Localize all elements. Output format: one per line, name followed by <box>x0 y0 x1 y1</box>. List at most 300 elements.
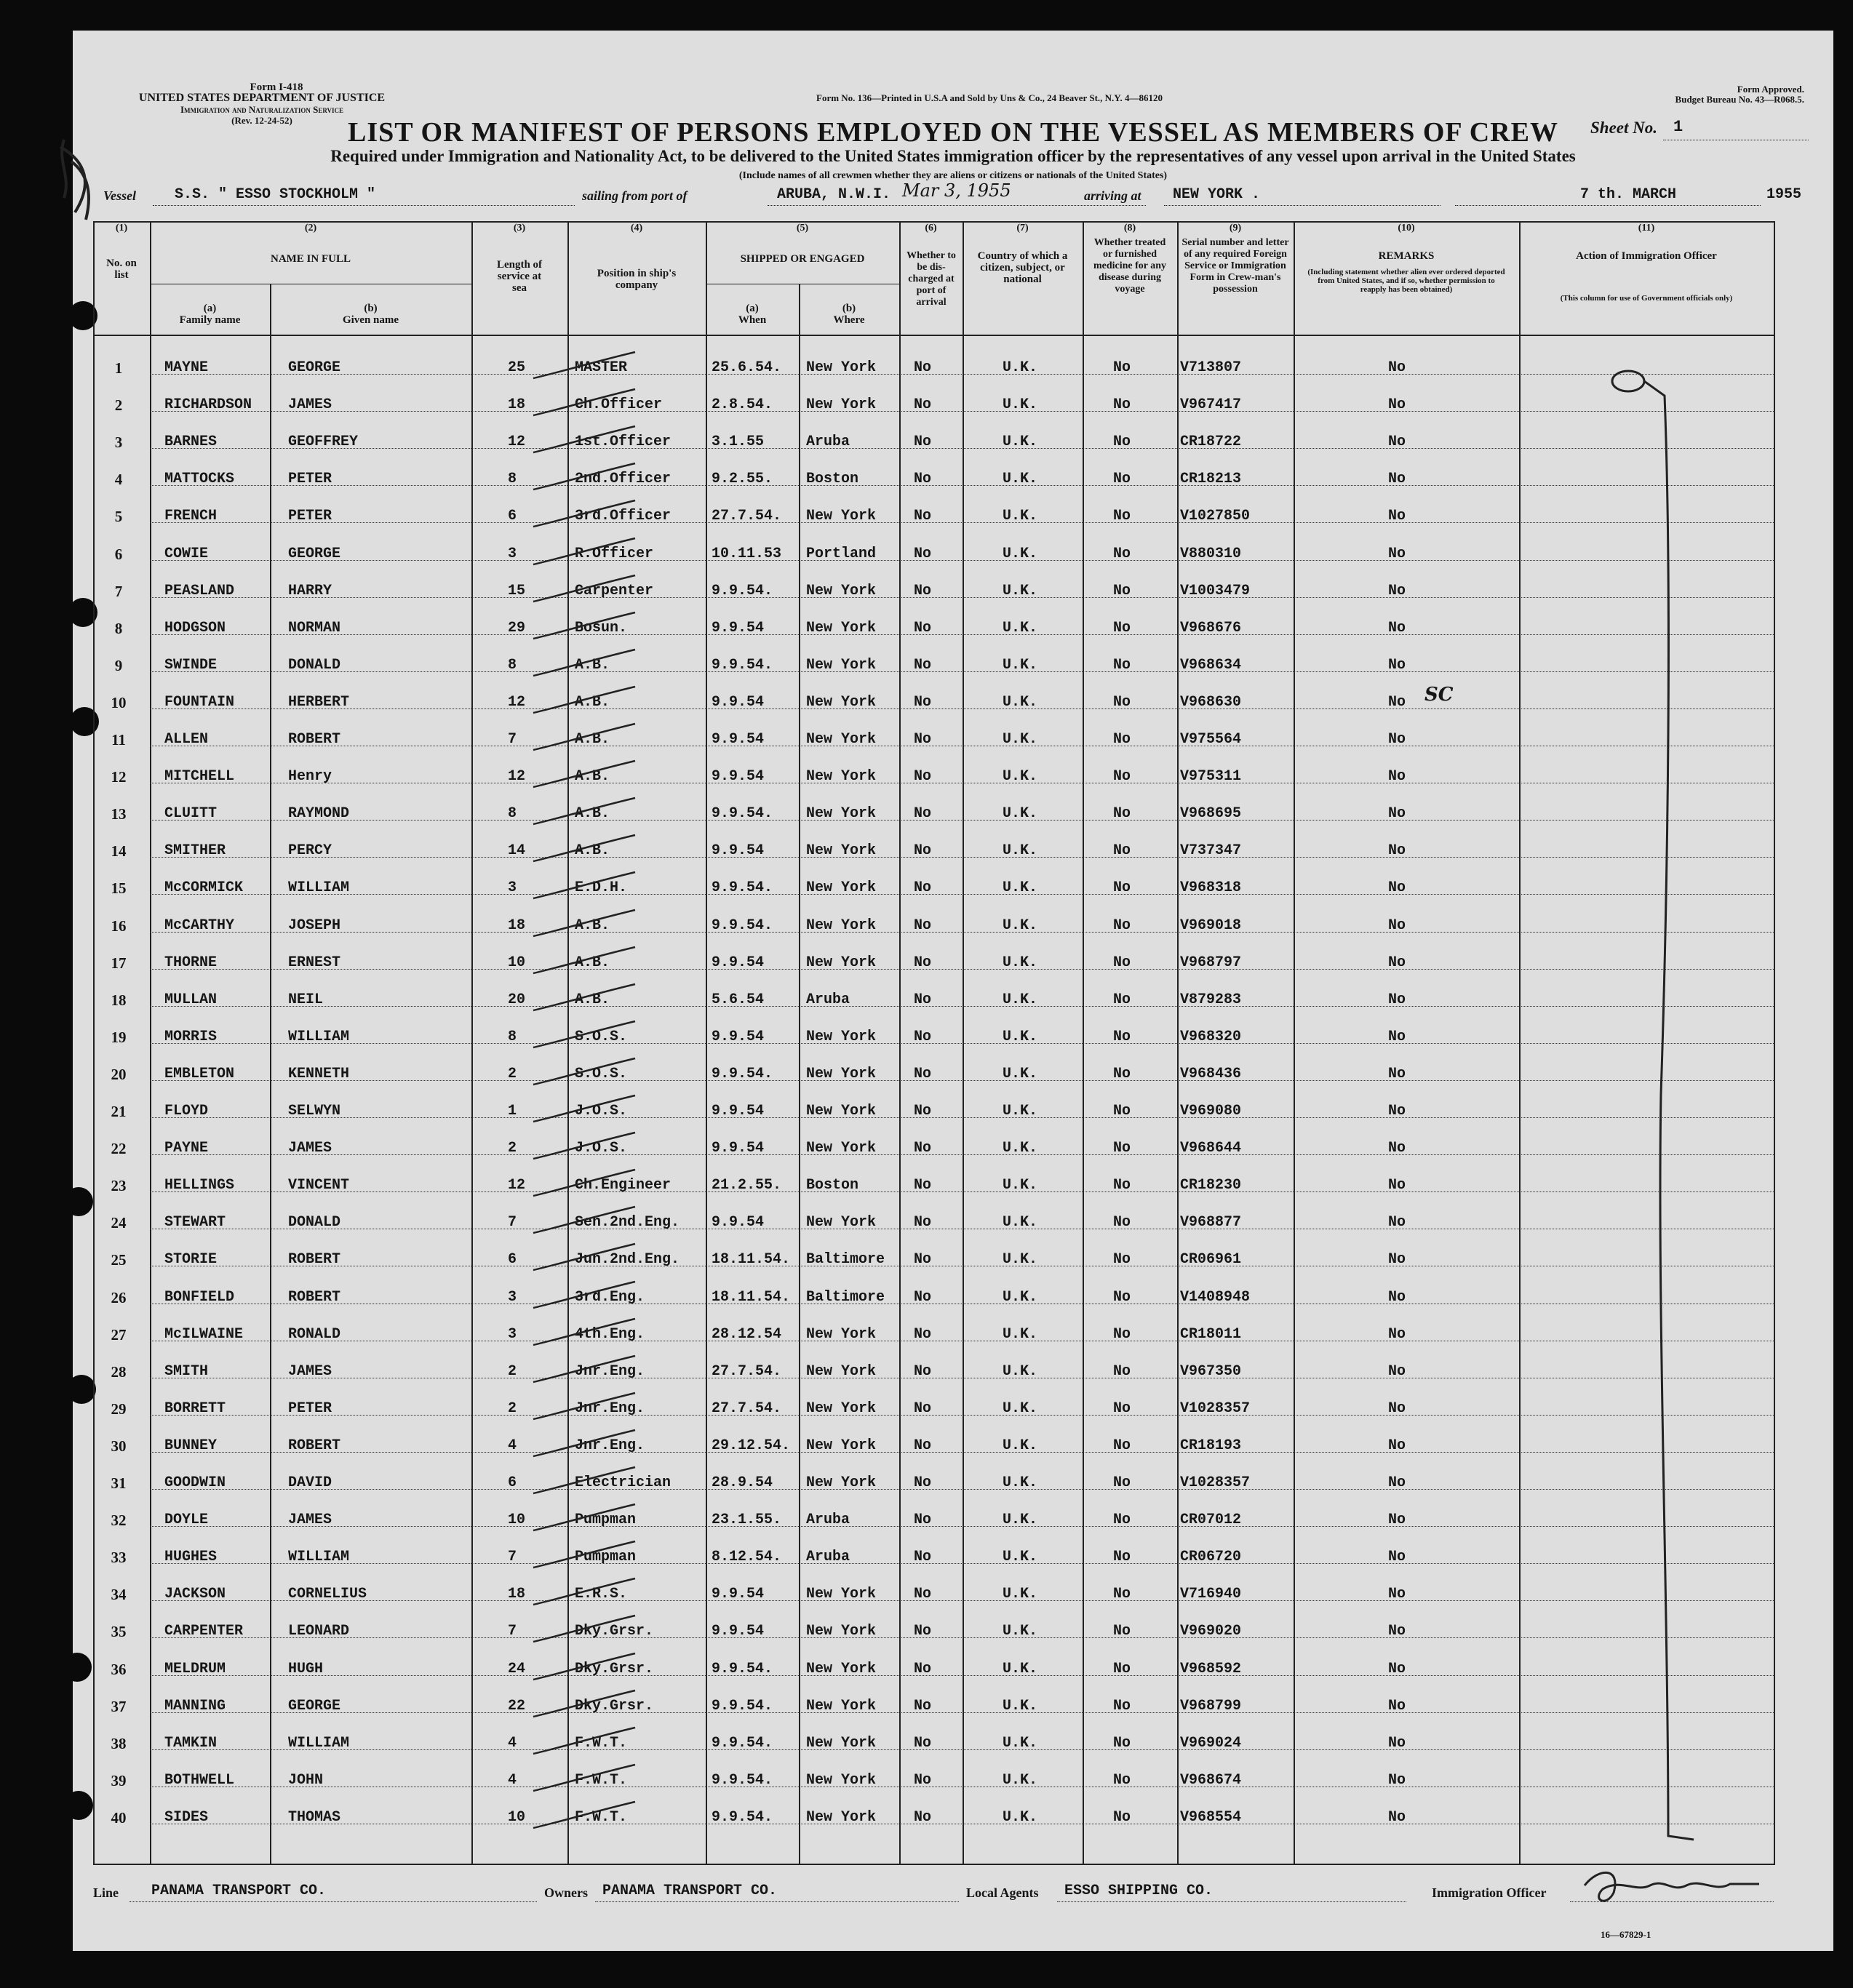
country: U.K. <box>1003 1251 1038 1269</box>
length-of-service: 2 <box>508 1140 517 1157</box>
serial-number: V968320 <box>1180 1028 1242 1045</box>
binder-hole <box>64 1791 93 1820</box>
position: J.O.S. <box>575 1103 628 1119</box>
serial-number: V1028357 <box>1180 1400 1251 1417</box>
shipped-when: 9.9.54. <box>712 879 773 897</box>
owners-label: Owners <box>544 1885 588 1900</box>
country: U.K. <box>1003 1437 1038 1454</box>
shipped-when: 9.9.54 <box>712 1103 765 1119</box>
shipped-when: 9.9.54 <box>712 1214 765 1231</box>
serial-number: CR07012 <box>1180 1512 1242 1529</box>
discharged: No <box>914 1362 932 1380</box>
country: U.K. <box>1003 1028 1038 1045</box>
country: U.K. <box>1003 1400 1038 1417</box>
row-number: 37 <box>111 1697 127 1715</box>
remarks: No <box>1388 842 1406 860</box>
length-of-service: 2 <box>508 1065 517 1082</box>
medicine: No <box>1113 1808 1131 1826</box>
medicine: No <box>1113 1177 1131 1194</box>
shipped-when: 9.9.54 <box>712 1028 765 1045</box>
shipped-when: 10.11.53 <box>712 545 782 562</box>
remarks: No <box>1388 508 1406 525</box>
discharged: No <box>914 1400 932 1417</box>
shipped-where: New York <box>806 1586 877 1603</box>
position: Jun.2nd.Eng. <box>575 1251 680 1269</box>
length-of-service: 15 <box>508 582 526 599</box>
medicine: No <box>1113 1140 1131 1157</box>
family-name: FOUNTAIN <box>164 693 235 711</box>
binder-hole <box>67 1375 96 1404</box>
shipped-when: 27.7.54. <box>712 508 782 525</box>
hdr-where-b: (b) <box>842 303 856 314</box>
position: Jnr.Eng. <box>575 1437 645 1454</box>
family-name: MANNING <box>164 1697 226 1714</box>
given-name: HUGH <box>288 1660 324 1677</box>
remarks: No <box>1388 1362 1406 1380</box>
serial-number: V969024 <box>1180 1734 1242 1752</box>
medicine: No <box>1113 471 1131 488</box>
hdr-given-name: Given name <box>342 314 399 326</box>
form-number: Form I-418 <box>250 81 303 93</box>
family-name: McILWAINE <box>164 1325 244 1343</box>
row-number: 7 <box>114 582 123 600</box>
discharged: No <box>914 1734 932 1752</box>
given-name: ROBERT <box>288 1288 341 1306</box>
serial-number: V969018 <box>1180 917 1242 934</box>
sailing-port: ARUBA, N.W.I. <box>777 186 891 203</box>
discharged: No <box>914 1697 932 1714</box>
country: U.K. <box>1003 471 1038 488</box>
family-name: GOODWIN <box>164 1474 226 1491</box>
shipped-where: New York <box>806 1140 877 1157</box>
given-name: ROBERT <box>288 1437 341 1454</box>
hdr-family-name: Family name <box>179 314 241 326</box>
remarks: No <box>1388 917 1406 934</box>
length-of-service: 2 <box>508 1400 517 1417</box>
shipped-where: Aruba <box>806 1512 850 1529</box>
serial-number: V1003479 <box>1180 582 1251 599</box>
country: U.K. <box>1003 1065 1038 1082</box>
discharged: No <box>914 1474 932 1491</box>
remarks: No <box>1388 1140 1406 1157</box>
position: A.B. <box>575 991 610 1008</box>
serial-number: V713807 <box>1180 359 1242 376</box>
row-number: 13 <box>111 805 127 823</box>
shipped-where: New York <box>806 1103 877 1119</box>
shipped-when: 9.9.54 <box>712 731 765 748</box>
position: A.B. <box>575 842 610 860</box>
shipped-where: New York <box>806 954 877 971</box>
given-name: VINCENT <box>288 1177 350 1194</box>
shipped-where: New York <box>806 1028 877 1045</box>
agents-value: ESSO SHIPPING CO. <box>1064 1883 1214 1899</box>
shipped-where: New York <box>806 879 877 897</box>
remarks: No <box>1388 1177 1406 1194</box>
position: Pumpman <box>575 1512 637 1529</box>
length-of-service: 10 <box>508 1808 526 1826</box>
family-name: BOTHWELL <box>164 1771 235 1789</box>
given-name: WILLIAM <box>288 879 350 897</box>
serial-number: V968877 <box>1180 1214 1242 1231</box>
row-number: 32 <box>111 1512 127 1530</box>
row-number: 29 <box>111 1400 127 1418</box>
length-of-service: 10 <box>508 954 526 971</box>
country: U.K. <box>1003 1697 1038 1714</box>
family-name: HUGHES <box>164 1549 218 1566</box>
length-of-service: 12 <box>508 768 526 786</box>
hdr-name-in-full: NAME IN FULL <box>270 253 351 265</box>
family-name: TAMKIN <box>164 1734 218 1752</box>
country: U.K. <box>1003 1140 1038 1157</box>
shipped-where: New York <box>806 1771 877 1789</box>
discharged: No <box>914 693 932 711</box>
family-name: BORRETT <box>164 1400 226 1417</box>
discharged: No <box>914 1103 932 1119</box>
shipped-where: New York <box>806 1325 877 1343</box>
length-of-service: 8 <box>508 656 517 674</box>
hdr-remarks: REMARKS <box>1378 250 1435 262</box>
remarks: No <box>1388 693 1406 711</box>
shipped-when: 9.9.54. <box>712 805 773 823</box>
discharged: No <box>914 917 932 934</box>
discharged: No <box>914 545 932 562</box>
row-number: 4 <box>114 471 123 489</box>
remarks: No <box>1388 1623 1406 1640</box>
position: A.B. <box>575 693 610 711</box>
officer-signature <box>1577 1864 1766 1915</box>
given-name: DAVID <box>288 1474 332 1491</box>
family-name: MULLAN <box>164 991 218 1008</box>
shipped-when: 3.1.55 <box>712 434 765 451</box>
row-number: 22 <box>111 1140 127 1158</box>
discharged: No <box>914 1771 932 1789</box>
medicine: No <box>1113 359 1131 376</box>
medicine: No <box>1113 1065 1131 1082</box>
serial-number: V1028357 <box>1180 1474 1251 1491</box>
shipped-when: 9.9.54. <box>712 582 773 599</box>
medicine: No <box>1113 1214 1131 1231</box>
col-num-5: (5) <box>796 223 809 233</box>
length-of-service: 3 <box>508 545 517 562</box>
family-name: EMBLETON <box>164 1065 235 1082</box>
shipped-where: New York <box>806 1362 877 1380</box>
length-of-service: 7 <box>508 1549 517 1566</box>
country: U.K. <box>1003 396 1038 414</box>
rev-date: (Rev. 12-24-52) <box>231 115 292 126</box>
country: U.K. <box>1003 1586 1038 1603</box>
serial-number: V975311 <box>1180 768 1242 786</box>
length-of-service: 20 <box>508 991 526 1008</box>
family-name: CLUITT <box>164 805 218 823</box>
shipped-where: New York <box>806 1623 877 1640</box>
given-name: JAMES <box>288 1140 332 1157</box>
discharged: No <box>914 954 932 971</box>
country: U.K. <box>1003 842 1038 860</box>
col-num-10: (10) <box>1398 223 1415 233</box>
medicine: No <box>1113 1288 1131 1306</box>
medicine: No <box>1113 1586 1131 1603</box>
length-of-service: 18 <box>508 1586 526 1603</box>
position: Dky.Grsr. <box>575 1660 654 1677</box>
discharged: No <box>914 1512 932 1529</box>
vessel-label: Vessel <box>103 188 136 203</box>
shipped-where: New York <box>806 1437 877 1454</box>
country: U.K. <box>1003 1734 1038 1752</box>
hdr-when-a: (a) <box>746 303 759 314</box>
binder-hole <box>63 1653 92 1682</box>
shipped-when: 25.6.54. <box>712 359 782 376</box>
remarks: No <box>1388 1103 1406 1119</box>
shipped-where: New York <box>806 768 877 786</box>
length-of-service: 2 <box>508 1362 517 1380</box>
col-num-8: (8) <box>1123 223 1136 233</box>
length-of-service: 3 <box>508 1325 517 1343</box>
medicine: No <box>1113 656 1131 674</box>
shipped-when: 23.1.55. <box>712 1512 782 1529</box>
row-number: 40 <box>111 1808 127 1827</box>
hdr-immigration-note: (This column for use of Government officials only) <box>1560 294 1733 303</box>
hdr-remarks-note: (Including statement whether alien ever ordered deported from United States, and if so, whether permission to reapply has been obtained) <box>1307 268 1505 294</box>
remarks: No <box>1388 1251 1406 1269</box>
country: U.K. <box>1003 879 1038 897</box>
given-name: JOSEPH <box>288 917 341 934</box>
row-number: 3 <box>114 434 123 452</box>
position: A.B. <box>575 731 610 748</box>
medicine: No <box>1113 1734 1131 1752</box>
family-name: SWINDE <box>164 656 218 674</box>
serial-number: V968630 <box>1180 693 1242 711</box>
given-name: PETER <box>288 471 332 488</box>
shipped-where: New York <box>806 359 877 376</box>
serial-number: V968634 <box>1180 656 1242 674</box>
serial-number: V1408948 <box>1180 1288 1251 1306</box>
shipped-where: New York <box>806 508 877 525</box>
remarks: No <box>1388 396 1406 414</box>
hdr-when: When <box>738 314 767 326</box>
length-of-service: 12 <box>508 693 526 711</box>
manifest-subnote: (Include names of all crewmen whether they are aliens or citizens or nationals of the United States) <box>738 170 1168 181</box>
family-name: THORNE <box>164 954 218 971</box>
position: Dky.Grsr. <box>575 1697 654 1714</box>
remarks: No <box>1388 471 1406 488</box>
shipped-where: New York <box>806 396 877 414</box>
country: U.K. <box>1003 1512 1038 1529</box>
manifest-title: LIST OR MANIFEST OF PERSONS EMPLOYED ON THE VESSEL AS MEMBERS OF CREW <box>348 117 1558 148</box>
discharged: No <box>914 1660 932 1677</box>
discharged: No <box>914 1288 932 1306</box>
position: 4th.Eng. <box>575 1325 645 1343</box>
shipped-where: New York <box>806 805 877 823</box>
officer-action-mark <box>1519 367 1774 1851</box>
family-name: JACKSON <box>164 1586 226 1603</box>
medicine: No <box>1113 1474 1131 1491</box>
country: U.K. <box>1003 619 1038 636</box>
position: Carpenter <box>575 582 654 599</box>
remarks: No <box>1388 768 1406 786</box>
remarks: No <box>1388 1697 1406 1714</box>
given-name: GEORGE <box>288 1697 341 1714</box>
medicine: No <box>1113 879 1131 897</box>
serial-number: CR06720 <box>1180 1549 1242 1566</box>
serial-number: V879283 <box>1180 991 1242 1008</box>
remarks: No <box>1388 1808 1406 1826</box>
row-number: 23 <box>111 1177 127 1195</box>
country: U.K. <box>1003 1474 1038 1491</box>
hdr-length-of-service: Length of service at sea <box>496 259 543 294</box>
arriving-port: NEW YORK . <box>1173 186 1261 203</box>
shipped-when: 9.9.54. <box>712 1808 773 1826</box>
discharged: No <box>914 1325 932 1343</box>
shipped-where: New York <box>806 1808 877 1826</box>
shipped-where: New York <box>806 1400 877 1417</box>
form-code: 16—67829-1 <box>1601 1929 1651 1940</box>
remarks: No <box>1388 1771 1406 1789</box>
row-number: 10 <box>111 693 127 711</box>
medicine: No <box>1113 805 1131 823</box>
manifest-footer <box>93 1878 1775 1907</box>
handwritten-sailing-date: Mar 3, 1955 <box>902 180 1011 201</box>
length-of-service: 6 <box>508 1251 517 1269</box>
row-number: 33 <box>111 1549 127 1567</box>
serial-number: V968799 <box>1180 1697 1242 1714</box>
length-of-service: 12 <box>508 1177 526 1194</box>
shipped-where: New York <box>806 842 877 860</box>
remarks: No <box>1388 434 1406 451</box>
position: 1st.Officer <box>575 434 672 451</box>
shipped-where: Portland <box>806 545 877 562</box>
country: U.K. <box>1003 359 1038 376</box>
hdr-position: Position in ship's company <box>597 268 677 291</box>
medicine: No <box>1113 991 1131 1008</box>
medicine: No <box>1113 1028 1131 1045</box>
position: Electrician <box>575 1474 672 1491</box>
binder-hole <box>64 1187 93 1216</box>
medicine: No <box>1113 396 1131 414</box>
position: Jnr.Eng. <box>575 1362 645 1380</box>
given-name: CORNELIUS <box>288 1586 367 1603</box>
shipped-where: New York <box>806 917 877 934</box>
country: U.K. <box>1003 1660 1038 1677</box>
serial-number: V968676 <box>1180 619 1242 636</box>
position: Pumpman <box>575 1549 637 1566</box>
shipped-where: Aruba <box>806 991 850 1008</box>
row-number: 12 <box>111 768 127 786</box>
discharged: No <box>914 879 932 897</box>
vessel-name: S.S. " ESSO STOCKHOLM " <box>175 186 376 203</box>
length-of-service: 3 <box>508 1288 517 1306</box>
given-name: HERBERT <box>288 693 350 711</box>
remarks: No <box>1388 954 1406 971</box>
manifest-subtitle: Required under Immigration and Nationality Act, to be delivered to the United States immigration officer by the representatives of any vessel upon arrival in the United States <box>330 147 1576 165</box>
family-name: STORIE <box>164 1251 218 1269</box>
given-name: ROBERT <box>288 1251 341 1269</box>
family-name: MITCHELL <box>164 768 235 786</box>
shipped-where: New York <box>806 1697 877 1714</box>
shipped-when: 9.9.54. <box>712 1771 773 1789</box>
arrival-date: 7 th. MARCH <box>1580 186 1677 203</box>
country: U.K. <box>1003 1325 1038 1343</box>
family-name: HODGSON <box>164 619 226 636</box>
hdr-discharged: Whether to be dis-charged at port of arrival <box>906 250 956 308</box>
shipped-when: 27.7.54. <box>712 1362 782 1380</box>
length-of-service: 24 <box>508 1660 526 1677</box>
arriving-label: arriving at <box>1084 188 1141 203</box>
remarks: No <box>1388 731 1406 748</box>
col-num-11: (11) <box>1638 223 1655 233</box>
country: U.K. <box>1003 991 1038 1008</box>
length-of-service: 6 <box>508 508 517 525</box>
remarks: No <box>1388 1028 1406 1045</box>
col-num-1: (1) <box>115 223 128 233</box>
family-name: STEWART <box>164 1214 226 1231</box>
family-name: FRENCH <box>164 508 218 525</box>
family-name: DOYLE <box>164 1512 209 1529</box>
medicine: No <box>1113 1512 1131 1529</box>
country: U.K. <box>1003 768 1038 786</box>
given-name: ERNEST <box>288 954 341 971</box>
position: J.O.S. <box>575 1140 628 1157</box>
country: U.K. <box>1003 1771 1038 1789</box>
serial-number: V968592 <box>1180 1660 1242 1677</box>
medicine: No <box>1113 1549 1131 1566</box>
family-name: PAYNE <box>164 1140 209 1157</box>
shipped-where: Aruba <box>806 434 850 451</box>
discharged: No <box>914 1214 932 1231</box>
serial-number: V968674 <box>1180 1771 1242 1789</box>
given-name: THOMAS <box>288 1808 341 1826</box>
col-num-6: (6) <box>925 223 937 233</box>
hdr-no-on-list: No. on list <box>106 258 137 281</box>
family-name: SIDES <box>164 1808 209 1826</box>
family-name: HELLINGS <box>164 1177 235 1194</box>
country: U.K. <box>1003 1288 1038 1306</box>
remarks: No <box>1388 1549 1406 1566</box>
country: U.K. <box>1003 1103 1038 1119</box>
country: U.K. <box>1003 731 1038 748</box>
length-of-service: 8 <box>508 1028 517 1045</box>
medicine: No <box>1113 1103 1131 1119</box>
arrival-year: 1955 <box>1766 186 1802 203</box>
shipped-when: 8.12.54. <box>712 1549 782 1566</box>
row-number: 6 <box>114 545 123 563</box>
shipped-where: Baltimore <box>806 1288 885 1306</box>
row-number: 28 <box>111 1362 127 1381</box>
given-name: RONALD <box>288 1325 341 1343</box>
crew-table <box>93 221 1775 1865</box>
serial-number: V716940 <box>1180 1586 1242 1603</box>
family-name: CARPENTER <box>164 1623 244 1640</box>
given-name: NEIL <box>288 991 324 1008</box>
serial-number: V880310 <box>1180 545 1242 562</box>
country: U.K. <box>1003 1214 1038 1231</box>
position: A.B. <box>575 768 610 786</box>
country: U.K. <box>1003 582 1038 599</box>
given-name: JAMES <box>288 1362 332 1380</box>
remarks: No <box>1388 1586 1406 1603</box>
given-name: Henry <box>288 768 332 786</box>
length-of-service: 12 <box>508 434 526 451</box>
shipped-when: 9.9.54 <box>712 1140 765 1157</box>
family-name: SMITHER <box>164 842 226 860</box>
discharged: No <box>914 396 932 414</box>
discharged: No <box>914 508 932 525</box>
family-name: SMITH <box>164 1362 209 1380</box>
given-name: WILLIAM <box>288 1028 350 1045</box>
position: Dky.Grsr. <box>575 1623 654 1640</box>
position: F.W.T. <box>575 1734 628 1752</box>
discharged: No <box>914 434 932 451</box>
given-name: NORMAN <box>288 619 341 636</box>
